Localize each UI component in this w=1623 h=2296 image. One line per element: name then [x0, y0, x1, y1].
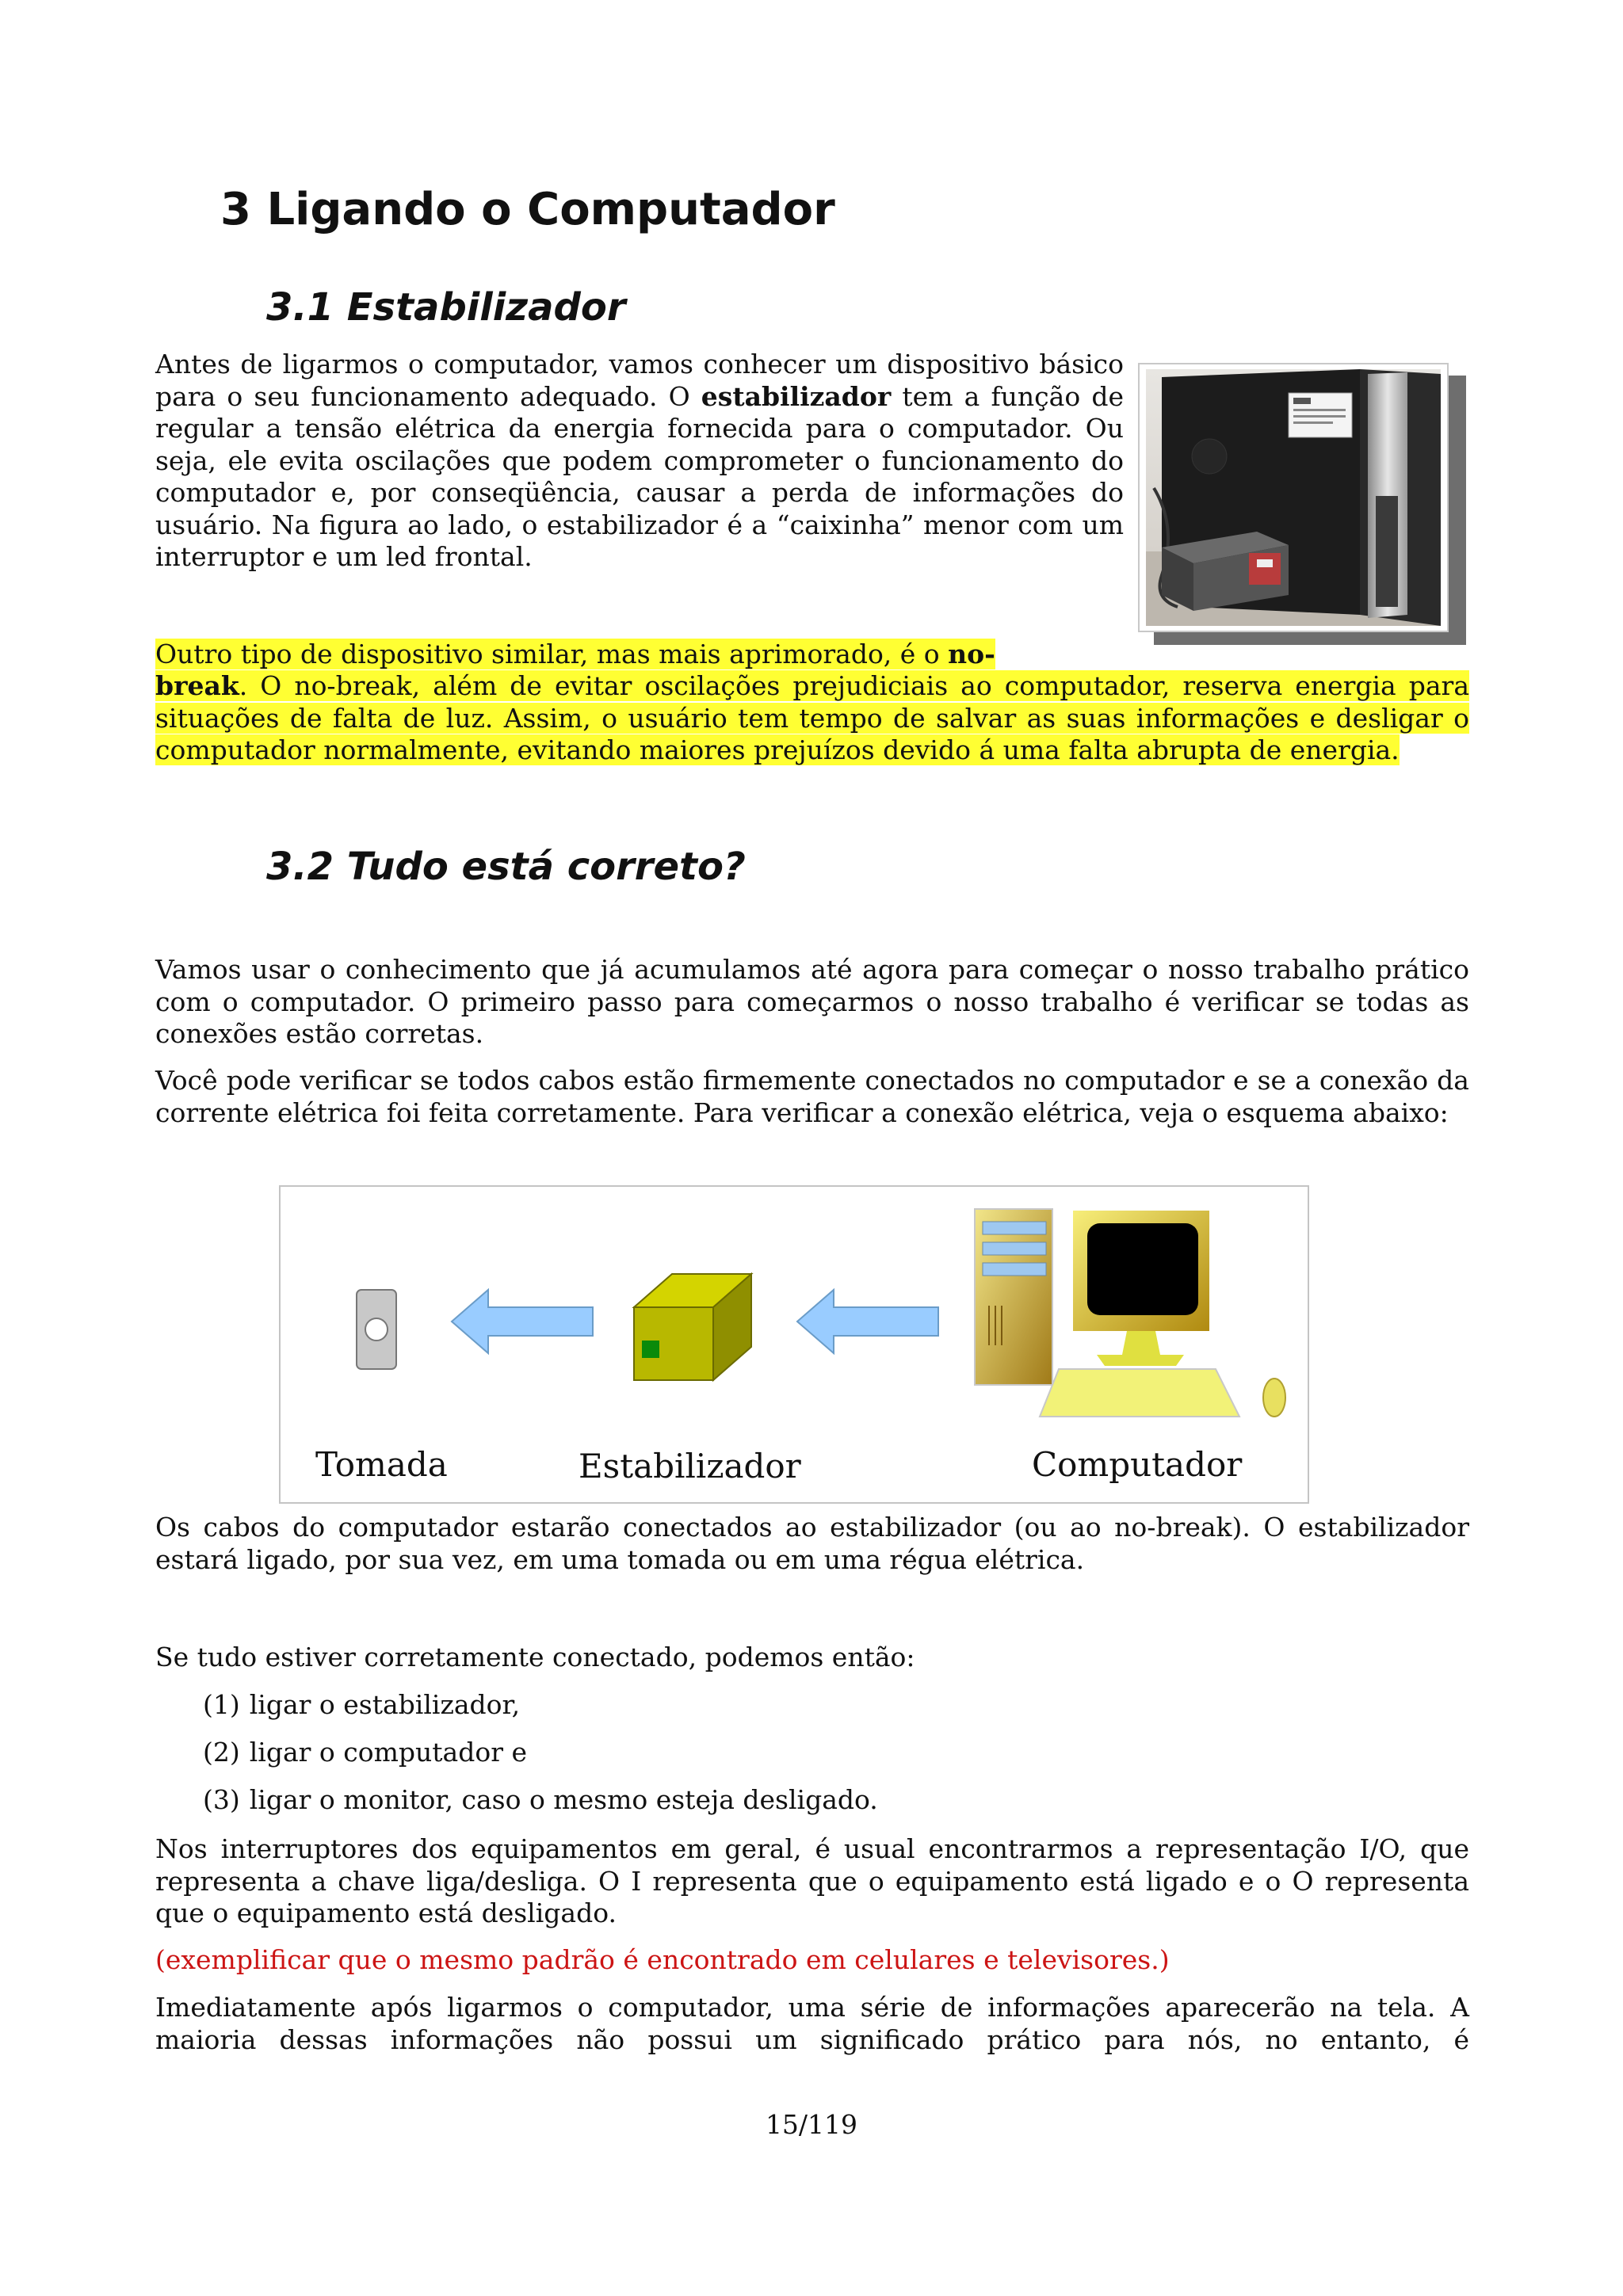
page-number: 15/119: [765, 2109, 858, 2140]
label-computer: Computador: [1032, 1445, 1243, 1484]
arrow-left-icon: [452, 1290, 593, 1353]
paragraph-nobreak-line-1: Outro tipo de dispositivo similar, mas mais aprimorado, é o no-: [155, 639, 995, 669]
paragraph-check-cables: Você pode verificar se todos cabos estão firmemente conectados no computador e se a conexão da corrente elétrica foi feita corretamente. Para verificar a conexão elétrica, veja o esquema abaixo:: [155, 1065, 1469, 1128]
mouse-icon: [1263, 1379, 1285, 1417]
step-3: (3) ligar o monitor, caso o mesmo esteja desligado.: [203, 1784, 878, 1815]
paragraph-steps-intro: Se tudo estiver corretamente conectado, podemos então:: [155, 1642, 915, 1672]
section-title-check: 3.2 Tudo está correto?: [266, 845, 746, 889]
note-red: (exemplificar que o mesmo padrão é encontrado em celulares e televisores.): [155, 1944, 1170, 1975]
connection-diagram: [279, 1185, 1309, 1504]
stabilizer-photo: [1146, 369, 1441, 626]
paragraph-check-intro: Vamos usar o conhecimento que já acumulamos até agora para começar o nosso trabalho prático com o computador. O primeiro passo para começarmos o nosso trabalho é verificar se todas as conexões estão corretas.: [155, 954, 1469, 1049]
paragraph-stabilizer-intro: Antes de ligarmos o computador, vamos conhecer um dispositivo básico para o seu funcionamento adequado. O estabilizador tem a função de regular a tensão elétrica da energia fornecida para o computador. Ou seja, ele evita oscilações que podem comprometer o funcionamento do computador e, por conseqüência, causar a perda de informações do usuário. Na figura ao lado, o estabilizador é a “caixinha” menor com um interruptor e um led frontal.: [155, 349, 1124, 572]
chapter-title: 3 Ligando o Computador: [220, 184, 835, 235]
computer-tower-icon: [975, 1209, 1052, 1385]
term-nobreak: break: [155, 670, 239, 701]
label-outlet: Tomada: [315, 1445, 448, 1484]
stabilizer-cube-icon: [634, 1274, 751, 1380]
label-stabilizer: Estabilizador: [579, 1447, 801, 1486]
term-stabilizer: estabilizador: [701, 380, 892, 412]
paragraph-io-symbol: Nos interruptores dos equipamentos em geral, é usual encontrarmos a representação I/O, que representa a chave liga/desliga. O I representa que o equipamento está ligado e o O representa que o equipamento está desligado.: [155, 1833, 1469, 1928]
monitor-icon: [1073, 1211, 1209, 1366]
keyboard-icon: [1040, 1369, 1239, 1417]
step-1: (1) ligar o estabilizador,: [203, 1689, 521, 1720]
paragraph-nobreak: break. O no-break, além de evitar oscilações prejudiciais ao computador, reserva energia para situações de falta de luz. Assim, o usuário tem tempo de salvar as suas informações e desligar o computador normalmente, evitando maiores prejuízos devido á uma falta abrupta de energia.: [155, 670, 1469, 765]
paragraph-cable-connections: Os cabos do computador estarão conectados ao estabilizador (ou ao no-break). O estabilizador estará ligado, por sua vez, em uma tomada ou em uma régua elétrica.: [155, 1512, 1469, 1575]
paragraph-boot-info: Imediatamente após ligarmos o computador, uma série de informações aparecerão na tela. A maioria dessas informações não possui um significado prático para nós, no entanto, é: [155, 1992, 1469, 2055]
section-title-stabilizer: 3.1 Estabilizador: [266, 285, 626, 330]
arrow-left-icon: [797, 1290, 938, 1353]
step-2: (2) ligar o computador e: [203, 1737, 528, 1768]
